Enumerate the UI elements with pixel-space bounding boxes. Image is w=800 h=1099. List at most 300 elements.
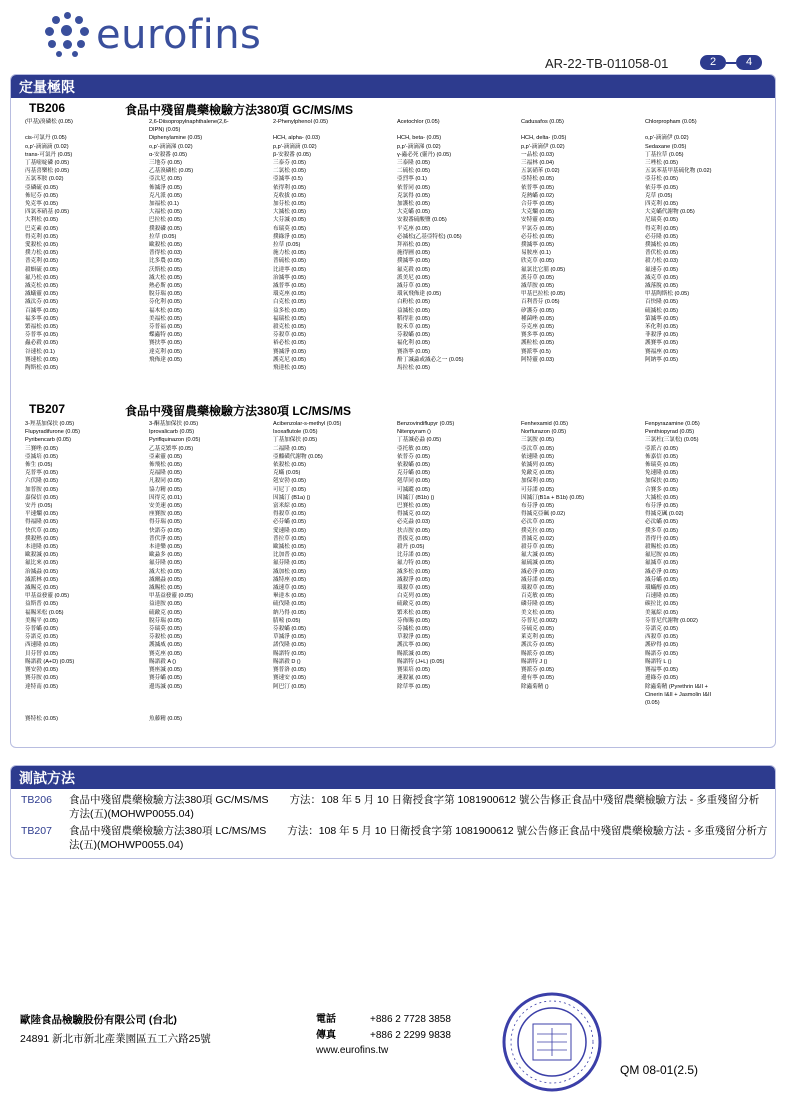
- analyte-item: 普得松 (0.03): [149, 250, 182, 257]
- analyte-item: 治滅寧 (0.05): [273, 274, 306, 281]
- analyte-item: 拜裕松 (0.05): [397, 242, 430, 249]
- analyte-item: 安美速 (0.05): [149, 503, 182, 510]
- analyte-item: 平克座 (0.05): [397, 225, 430, 232]
- analyte-item: 施力松 (0.05): [273, 250, 306, 257]
- analyte-item: 福瑞松 (0.05): [273, 315, 306, 322]
- analyte-item: 賜諾殺 A (): [149, 658, 177, 665]
- analyte-item: 三泰隆 (0.05): [397, 160, 430, 167]
- analyte-item: 種菌唑 (0.05): [521, 315, 554, 322]
- analyte-item: 氟氯比它腈 (0.05): [521, 266, 566, 273]
- analyte-item: 安殺番硫酸鹽 (0.05): [397, 217, 447, 224]
- analyte-item: 佈飛松 (0.05): [149, 462, 182, 469]
- analyte-item: 加芬松 (0.05): [273, 201, 306, 208]
- analyte-item: 必芬隆 (0.05): [645, 233, 678, 240]
- analyte-item: 施得圃 (0.05): [397, 250, 430, 257]
- analyte-item: 賜派芬 (0.05): [521, 650, 554, 657]
- analyte-grid-tb207: [25, 420, 770, 724]
- analyte-item: 撲殺磷 (0.05): [149, 225, 182, 232]
- analyte-item: HCH, beta- (0.05): [397, 135, 442, 142]
- analyte-column: [645, 118, 763, 372]
- analyte-item: 甲基益發靈 (0.05): [149, 593, 194, 600]
- analyte-item: 矽護芬 (0.05): [521, 307, 554, 314]
- analyte-item: 大滅松 (0.05): [645, 494, 678, 501]
- analyte-item: 丁基加保扶 (0.05): [273, 437, 318, 444]
- analyte-item: 益滅松 (0.05): [397, 307, 430, 314]
- analyte-item: 畢達本 (0.05): [273, 593, 306, 600]
- analyte-item: 氟尼胺 (0.05): [645, 552, 678, 559]
- analyte-item: [273, 126, 391, 134]
- analyte-item: 比芬諾 (0.05): [397, 552, 430, 559]
- analyte-item: 賜派滅 (0.05): [397, 650, 430, 657]
- analyte-item: 得芬瑞 (0.05): [149, 519, 182, 526]
- analyte-item: 亞滅寧 (0.5): [273, 176, 303, 183]
- analyte-item: 碳拉比 (0.05): [645, 601, 678, 608]
- analyte-item: 美福松 (0.05): [149, 315, 182, 322]
- analyte-item: 佈滅淨 (0.05): [149, 184, 182, 191]
- analyte-item: 甲基巴拉松 (0.05): [521, 291, 566, 298]
- analyte-item: 亞磷硫 (0.05): [25, 184, 58, 191]
- analyte-item: 可尼丁 (0.05): [273, 486, 306, 493]
- analyte-item: 撲綠淨 (0.05): [273, 233, 306, 240]
- analyte-item: 脫禾草 (0.05): [397, 324, 430, 331]
- analyte-item: 百速隆 (0.05): [645, 593, 678, 600]
- analyte-item: 西殺草 (0.05): [645, 634, 678, 641]
- analyte-item: 依殺蟎 (0.05): [397, 462, 430, 469]
- analyte-item: Penthiopyrad (0.05): [645, 429, 695, 436]
- analyte-item: 比多農 (0.05): [149, 258, 182, 265]
- analyte-item: 普硫松 (0.05): [273, 258, 306, 265]
- analyte-item: 克收拔 (0.05): [273, 192, 306, 199]
- analyte-item: 滅草胺 (0.05): [521, 283, 554, 290]
- analyte-item: 2-Phenylphenol (0.05): [273, 119, 329, 125]
- analyte-item: 三唑松 (0.05): [645, 160, 678, 167]
- analyte-item: 本達樂 (0.05): [149, 544, 182, 551]
- analyte-item: 滅蟻靈 (0.05): [25, 291, 58, 298]
- analyte-item: 四克利 (0.05): [645, 201, 678, 208]
- analyte-item: Acetochlor (0.05): [397, 119, 440, 125]
- analyte-item: 飛佈達 (0.05): [149, 356, 182, 363]
- analyte-item: 克熱蟎 (0.02): [521, 192, 554, 199]
- analyte-item: 丁基嘧啶磷 (0.05): [25, 160, 70, 167]
- analyte-item: 芬普尼代謝物 (0.002): [645, 617, 698, 624]
- website: www.eurofins.tw: [316, 1045, 389, 1056]
- analyte-item: 必芬松 (0.05): [521, 233, 554, 240]
- analyte-item: 免敵克 (0.05): [521, 470, 554, 477]
- analyte-item: cis-可氯丹 (0.05): [25, 135, 67, 142]
- company-address: 24891 新北市新北產業園區五工六路25號: [20, 1033, 211, 1045]
- analyte-item: 平速爛 (0.05): [25, 511, 58, 518]
- analyte-item: 殺克松 (0.05): [273, 324, 306, 331]
- analyte-item: 安丹 (0.05): [25, 503, 53, 510]
- analyte-item: 滅普寧 (0.05): [273, 283, 306, 290]
- analyte-item: 普拔克 (0.05): [397, 535, 430, 542]
- analyte-item: HCH, delta- (0.05): [521, 135, 567, 142]
- analyte-item: 普滅克 (0.02): [521, 535, 554, 542]
- analyte-item: 苯化利 (0.05): [645, 324, 678, 331]
- analyte-item: 六伏隆 (0.05): [25, 478, 58, 485]
- analyte-item: 賜諾特 (J+L) (0.05): [397, 658, 445, 665]
- analyte-item: 草滅淨 (0.05): [273, 634, 306, 641]
- analyte-item: 氟乃松 (0.05): [25, 274, 58, 281]
- analyte-item: 易胺座 (0.1): [521, 250, 551, 257]
- analyte-item: 陶斯松 (0.05): [25, 365, 58, 372]
- analyte-item: 扶吉胺 (0.05): [397, 527, 430, 534]
- analyte-item: 大福松 (0.05): [149, 209, 182, 216]
- analyte-item: 滅必淨 (0.05): [521, 568, 554, 575]
- analyte-item: [25, 126, 143, 134]
- analyte-item: 磷芬隆 (0.05): [521, 601, 554, 608]
- analyte-item: 普克利 (0.05): [25, 258, 58, 265]
- analyte-item: 必克蝨 (0.03): [397, 519, 430, 526]
- analyte-item: α-安殺番 (0.05): [149, 151, 188, 158]
- analyte-item: 滅多松 (0.05): [397, 568, 430, 575]
- analyte-item: o,p'-滴滴伊 (0.02): [645, 135, 689, 142]
- analyte-item: 亞滅培 (0.05): [25, 453, 58, 460]
- analyte-item: 亞素靈 (0.05): [149, 453, 182, 460]
- analyte-item: 亞汰草 (0.05): [521, 445, 554, 452]
- analyte-item: 賜諾特 L (): [645, 658, 672, 665]
- contact-block: [316, 1012, 451, 1044]
- analyte-item: 殺丹 (0.05): [397, 544, 425, 551]
- analyte-item: 護汰芬 (0.05): [521, 642, 554, 649]
- analyte-item: 魚藤精 (0.05): [149, 716, 182, 723]
- analyte-item: 五氯苯胺 (0.02): [25, 176, 64, 183]
- analyte-column: [25, 118, 143, 372]
- analyte-item: 得克利 (0.05): [645, 225, 678, 232]
- analyte-item: 滅速草 (0.05): [273, 585, 306, 592]
- analyte-item: [149, 707, 267, 715]
- analyte-item: 氟速芬 (0.05): [645, 266, 678, 273]
- analyte-item: 賜諾殺 (A+D) (0.05): [25, 658, 75, 665]
- analyte-item: 亞派占 (0.05): [645, 445, 678, 452]
- analyte-item: 邊馬滅 (0.05): [149, 683, 182, 690]
- analyte-item: 除蟲菊精 (): [521, 683, 549, 690]
- analyte-item: p,p'-滴滴滴 (0.02): [273, 143, 317, 150]
- analyte-item: 速殺氟 (0.05): [397, 675, 430, 682]
- analyte-item: 蝶蟲特 (0.05): [149, 332, 182, 339]
- analyte-item: 護汰寧 (0.06): [397, 642, 430, 649]
- analyte-item: 二氯松 (0.05): [273, 168, 306, 175]
- analyte-item: 氟滅草 (0.05): [645, 560, 678, 567]
- analyte-item: 撲力松 (0.05): [25, 250, 58, 257]
- analyte-item: Sedaxane (0.05): [645, 143, 687, 150]
- analyte-item: 芬硫克 (0.05): [521, 626, 554, 633]
- analyte-item: 殺芬草 (0.05): [521, 544, 554, 551]
- analyte-item: 第滅寧 (0.05): [645, 315, 678, 322]
- analyte-item: 稻得壯 (0.05): [397, 315, 430, 322]
- analyte-item: 安特靈 (0.05): [521, 217, 554, 224]
- analyte-column: [149, 118, 267, 372]
- analyte-item: 座賽胺 (0.05): [149, 511, 182, 518]
- analyte-item: Diphenylamine (0.05): [149, 135, 203, 142]
- analyte-item: 賽滅淨 (0.05): [273, 348, 306, 355]
- analyte-item: 滅芬草 (0.05): [397, 283, 430, 290]
- analyte-item: 氟芬隆 (0.05): [149, 560, 182, 567]
- analyte-item: 阿納寧 (0.05): [645, 356, 678, 363]
- analyte-item: 歐殺滅 (0.05): [25, 552, 58, 559]
- analyte-item: 克福隆 (0.05): [149, 470, 182, 477]
- method-row: [21, 793, 776, 823]
- analyte-item: 得滅克亞碸 (0.02): [521, 511, 566, 518]
- analyte-item: 賽芬蟎 (0.05): [149, 675, 182, 682]
- analyte-item: 拉草 (0.05): [273, 242, 301, 249]
- analyte-item: 因滅汀(B1a + B1b) (0.05): [521, 494, 584, 501]
- analyte-item: 氟芬隆 (0.05): [273, 560, 306, 567]
- analyte-item: 普得丹 (0.05): [645, 535, 678, 542]
- analyte-item: 賽洛寧 (0.05): [397, 348, 430, 355]
- analyte-item: 甲基陶斯松 (0.05): [645, 291, 690, 298]
- analyte-item: HCH, alpha- (0.03): [273, 135, 320, 142]
- analyte-item: Acibenzolar-s-methyl (0.05): [273, 421, 342, 427]
- analyte-item: 巴拉松 (0.05): [149, 217, 182, 224]
- page-total: 4: [736, 55, 762, 70]
- analyte-item: 亞汰尼 (0.05): [149, 176, 182, 183]
- analyte-item: 福木松 (0.05): [149, 307, 182, 314]
- analyte-item: 邊綠芬 (0.05): [645, 675, 678, 682]
- analyte-item: 尼瑞莫 (0.05): [645, 217, 678, 224]
- analyte-item: 滅賜克 (0.05): [25, 585, 58, 592]
- analyte-item: 裕必松 (0.05): [273, 340, 306, 347]
- analyte-item: 凡殺同 (0.05): [149, 478, 182, 485]
- analyte-item: 滅汰芬 (0.05): [25, 299, 58, 306]
- analyte-item: 福多寧 (0.05): [25, 315, 58, 322]
- company-seal-icon: [500, 990, 604, 1094]
- analyte-item: 得滅克碸 (0.02): [645, 511, 684, 518]
- analyte-item: 布芬淨 (0.05): [521, 503, 554, 510]
- analyte-item: 三福林 (0.04): [521, 160, 554, 167]
- analyte-item: 巴賽松 (0.05): [397, 503, 430, 510]
- analyte-item: 快諾芬 (0.05): [149, 527, 182, 534]
- analyte-item: 布芬淨 (0.05): [645, 503, 678, 510]
- analyte-item: 免克寧 (0.05): [25, 201, 58, 208]
- analyte-item: 依芬寧 (0.05): [645, 184, 678, 191]
- analyte-item: 賽扶寧 (0.05): [149, 340, 182, 347]
- analyte-item: 乙基克繁寧 (0.05): [149, 445, 194, 452]
- analyte-item: 愛殺松 (0.05): [25, 242, 58, 249]
- analyte-item: 賽速安 (0.05): [273, 675, 306, 682]
- analyte-item: 大利松 (0.05): [25, 217, 58, 224]
- analyte-item: 本達隆 (0.05): [25, 544, 58, 551]
- analyte-item: 百滅寧 (0.05): [25, 307, 58, 314]
- analyte-item: 賽派芬 (0.05): [521, 667, 554, 674]
- analyte-item: 美賜平 (0.05): [25, 617, 58, 624]
- analyte-item: 環殺草 (0.05): [397, 585, 430, 592]
- analyte-item: 達特南 (0.05): [25, 683, 58, 690]
- analyte-item: 芬普尼 (0.002): [521, 617, 558, 624]
- analyte-item: 環氧飛佈達 (0.05): [397, 291, 442, 298]
- analyte-item: trans-可氯丹 (0.05): [25, 151, 73, 158]
- analyte-item: 滅賜松 (0.05): [149, 585, 182, 592]
- analyte-item: 二福隆 (0.05): [273, 445, 306, 452]
- section-title: 食品中殘留農藥檢驗方法380項 LC/MS/MS: [125, 404, 352, 418]
- analyte-item: 派美尼 (0.05): [397, 274, 430, 281]
- analyte-item: 馬拉松 (0.05): [397, 365, 430, 372]
- analyte-item: 依速隆 (0.05): [521, 453, 554, 460]
- analyte-item: Pyriflquinazon (0.05): [149, 437, 201, 444]
- form-code: QM 08-01(2.5): [620, 1063, 699, 1077]
- fax-number: +886 2 2299 9838: [370, 1030, 451, 1041]
- analyte-item: 佈生 (0.05): [25, 462, 53, 469]
- section-header-tb206: [29, 101, 529, 115]
- analyte-item: 因得克 (0.01): [149, 494, 182, 501]
- analyte-item: [645, 126, 763, 134]
- analyte-item: 滅派林 (0.05): [25, 576, 58, 583]
- analyte-item: Norflurazon (0.05): [521, 429, 567, 436]
- analyte-item: 大克蟎 (0.05): [397, 209, 430, 216]
- analyte-item: 撲滅松 (0.05): [645, 242, 678, 249]
- method-code: TB207: [21, 825, 52, 837]
- analyte-item: 免速隆 (0.05): [645, 470, 678, 477]
- analyte-item: 滅特座 (0.05): [273, 576, 306, 583]
- analyte-item: Chlorpropham (0.05): [645, 119, 697, 125]
- method-text: 食品中殘留農藥檢驗方法380項 LC/MS/MS 方法：108 年 5 月 10 日衛授食字第 1081900612 號公告修正食品中殘留農藥檢驗方法 - 多重殘留分析方法(五)(MOHWP0055.04): [69, 825, 768, 851]
- analyte-item: 乙基溴磷松 (0.05): [149, 168, 194, 175]
- analyte-item: 芬諾克 (0.05): [25, 634, 58, 641]
- analyte-item: 環克座 (0.05): [273, 291, 306, 298]
- analyte-item: 賽福座 (0.05): [645, 348, 678, 355]
- analyte-item: 嘉保信 (0.05): [25, 494, 58, 501]
- method-code: TB206: [21, 794, 52, 806]
- page-current: 2: [700, 55, 726, 70]
- analyte-item: 硫敵克 (0.05): [397, 601, 430, 608]
- analyte-item: 比加普 (0.05): [273, 552, 306, 559]
- analyte-item: 滅克松 (0.05): [25, 283, 58, 290]
- analyte-item: 美氟綜 (0.05): [645, 609, 678, 616]
- analyte-item: 普伏松 (0.05): [645, 250, 678, 257]
- analyte-item: 白粉松 (0.05): [397, 299, 430, 306]
- analyte-item: 福賜米松 (0.05): [25, 609, 64, 616]
- analyte-item: 佈瑞莫 (0.05): [645, 462, 678, 469]
- analyte-item: 賜諾特 J (): [521, 658, 548, 665]
- analyte-item: [25, 699, 143, 707]
- analyte-item: 快伏草 (0.05): [25, 527, 58, 534]
- analyte-item: 三氯胺 (0.05): [521, 437, 554, 444]
- analyte-item: 益斯普 (0.05): [25, 601, 58, 608]
- analyte-item: 氟硫滅 (0.05): [521, 560, 554, 567]
- analyte-item: 甲基益發靈 (0.05): [25, 593, 70, 600]
- analyte-item: 美文松 (0.05): [521, 609, 554, 616]
- analyte-item: 賽果培 (0.05): [397, 667, 430, 674]
- analyte-item: 合芬寧 (0.05): [521, 201, 554, 208]
- analyte-item: γ-蟲必死 (靈丹) (0.05): [397, 151, 452, 158]
- analyte-item: 平氯芬 (0.05): [521, 225, 554, 232]
- analyte-item: 亞芬松 (0.05): [645, 176, 678, 183]
- analyte-item: 腈嘧 (0.05): [273, 617, 301, 624]
- analyte-item: 硫伐隆 (0.05): [273, 601, 306, 608]
- analyte-item: 氟比來 (0.05): [25, 560, 58, 567]
- analyte-item: Cadusafos (0.05): [521, 119, 564, 125]
- analyte-grid-tb206: [25, 118, 770, 372]
- analyte-item: [25, 707, 143, 715]
- analyte-item: 加保利 (0.05): [521, 478, 554, 485]
- analyte-item: 可滅蹤 (0.05): [397, 486, 430, 493]
- analyte-item: 二硫松 (0.05): [397, 168, 430, 175]
- analyte-item: 阿巴汀 (0.05): [273, 683, 306, 690]
- analyte-item: 達克利 (0.05): [149, 348, 182, 355]
- analyte-item: 萊克利 (0.05): [521, 634, 554, 641]
- analyte-item: 剋安勃 (0.05): [273, 478, 306, 485]
- analyte-item: 賽多寧 (0.05): [521, 332, 554, 339]
- analyte-column: [645, 420, 763, 724]
- analyte-item: 滅加松 (0.05): [273, 568, 306, 575]
- analyte-item: 福化利 (0.05): [397, 340, 430, 347]
- analyte-item: 依普同 (0.05): [397, 184, 430, 191]
- analyte-item: 酚丁滅蝨或滅必之一 (0.05): [397, 356, 464, 363]
- analyte-item: 芬殺松 (0.05): [149, 634, 182, 641]
- analyte-item: 護滅威 (0.05): [149, 642, 182, 649]
- page-indicator: [700, 55, 762, 70]
- analyte-item: 丁基滅必蝨 (0.05): [397, 437, 442, 444]
- analyte-item: 治滅蝨 (0.05): [25, 568, 58, 575]
- analyte-item: 殺螟硫 (0.05): [25, 266, 58, 273]
- analyte-item: 撲多草 (0.05): [645, 527, 678, 534]
- analyte-item: 大滅松 (0.05): [273, 209, 306, 216]
- analyte-item: 芬瑞莫 (0.05): [149, 626, 182, 633]
- analyte-item: 蟲必殺 (0.05): [25, 340, 58, 347]
- analyte-item: Pyribencarb (0.05): [25, 437, 72, 444]
- analyte-item: 四氯苯硝基 (0.05): [25, 209, 70, 216]
- analyte-item: 芬克座 (0.05): [521, 324, 554, 331]
- analyte-item: [397, 126, 515, 134]
- analyte-item: 克普寧 (0.05): [25, 470, 58, 477]
- analyte-item: 得克利 (0.05): [25, 233, 58, 240]
- analyte-item: 芬殺草 (0.05): [273, 332, 306, 339]
- analyte-item: 白克松 (0.05): [273, 299, 306, 306]
- analyte-item: 撲滅寧 (0.05): [521, 242, 554, 249]
- analyte-item: 賜諾特 (0.05): [273, 650, 306, 657]
- analyte-item: 繁米松 (0.05): [397, 609, 430, 616]
- analyte-item: 百快隆 (0.05): [645, 299, 678, 306]
- method-text: 食品中殘留農藥檢驗方法380項 GC/MS/MS 方法：108 年 5 月 10 日衛授食字第 1081900612 號公告修正食品中殘留農藥檢驗方法 - 多重殘留分析方法(五)(MOHWP0055.04): [69, 794, 760, 820]
- analyte-item: 三氯杜(三氯松) (0.05): [645, 437, 699, 444]
- analyte-item: 加普胺 (0.05): [25, 486, 58, 493]
- analyte-item: 3-羥基加保扶 (0.05): [25, 421, 75, 427]
- analyte-item: 歐蝨多 (0.05): [149, 552, 182, 559]
- analyte-item: 滅芬諾 (0.05): [521, 576, 554, 583]
- analyte-item: 必滅松(乙基亞特松) (0.05): [397, 233, 462, 240]
- analyte-item: 護矽得 (0.05): [645, 642, 678, 649]
- analyte-item: 滅落脫 (0.05): [645, 283, 678, 290]
- section-title: 食品中殘留農藥檢驗方法380項 GC/MS/MS: [125, 103, 354, 117]
- analyte-item: 芬普蟎 (0.05): [25, 626, 58, 633]
- analyte-item: 三泰芬 (0.05): [273, 160, 306, 167]
- section-code: TB207: [29, 402, 66, 416]
- analyte-item: 沃斯松 (0.05): [149, 266, 182, 273]
- analyte-item: 氟大滅 (0.05): [521, 552, 554, 559]
- analyte-item: 依普寧 (0.05): [521, 184, 554, 191]
- analyte-item: 賽速松 (0.05): [25, 356, 58, 363]
- analyte-item: 愛速隆 (0.05): [273, 527, 306, 534]
- section-header-tb207: [29, 402, 529, 416]
- analyte-item: o,p'-滴滴涕 (0.02): [149, 143, 193, 150]
- analyte-item: 歐滅松 (0.05): [273, 544, 306, 551]
- analyte-item: 因滅汀 (B1b) (): [397, 494, 435, 501]
- logo-dots-icon: [44, 12, 90, 58]
- analyte-item: 克蟎 (0.05): [273, 470, 301, 477]
- analyte-column: [521, 420, 639, 724]
- analyte-item: o,p'-滴滴滴 (0.02): [25, 143, 69, 150]
- analyte-item: 西速隆 (0.05): [25, 642, 58, 649]
- report-number: AR-22-TB-011058-01: [545, 56, 669, 71]
- analyte-item: 阿特靈 (0.03): [521, 356, 554, 363]
- analyte-item: (0.05): [645, 699, 660, 706]
- analyte-item: p,p'-滴滴涕 (0.02): [397, 143, 441, 150]
- analyte-item: 白克列 (0.05): [397, 593, 430, 600]
- analyte-item: 諾伐隆 (0.05): [273, 642, 306, 649]
- analyte-item: 賜諾芬 (0.05): [645, 650, 678, 657]
- analyte-item: 護克尼 (0.05): [273, 356, 306, 363]
- analyte-item: Cinerin I&II + Jasmolin I&II: [645, 691, 712, 698]
